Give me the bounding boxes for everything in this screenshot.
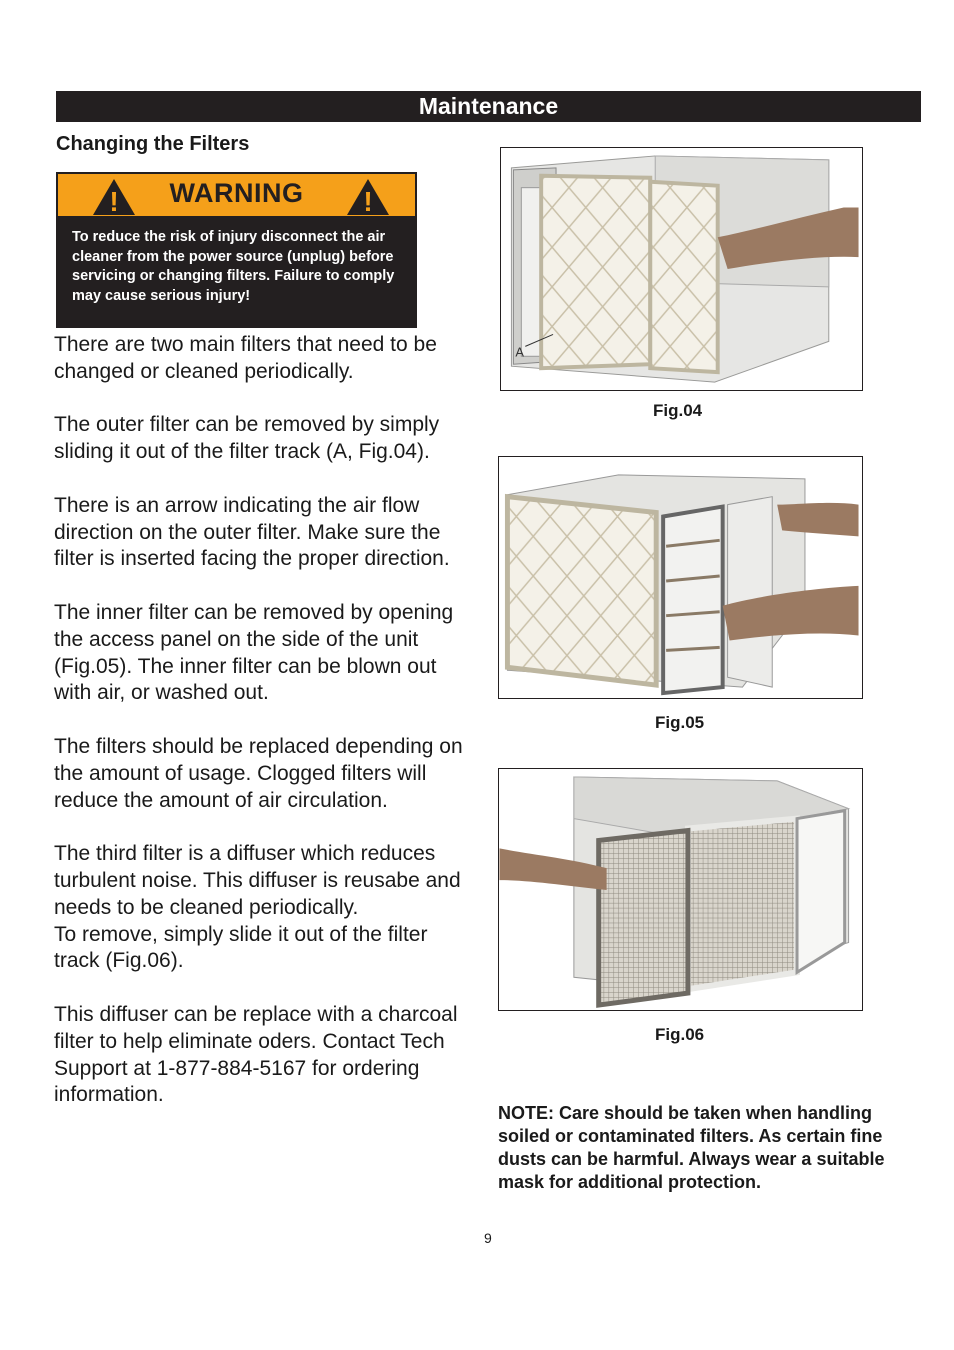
air-cleaner-diffuser-illustration bbox=[499, 769, 862, 1010]
warning-banner bbox=[58, 174, 415, 216]
figure-caption: Fig.05 bbox=[655, 713, 705, 732]
safety-note: NOTE: Care should be taken when handling soiled or contaminated filters. As certain fine dusts can be harmful. Always wear a suitable mask for additional protection. bbox=[498, 1103, 885, 1192]
svg-text:!: ! bbox=[363, 186, 373, 216]
paragraph: The outer filter can be removed by simply sliding it out of the filter track (A, Fig.04). bbox=[54, 413, 440, 464]
paragraph: The filters should be replaced depending on the amount of usage. Clogged filters will reduce the amount of air circulation. bbox=[54, 734, 463, 812]
body-text bbox=[54, 332, 474, 1136]
figure-05-photo bbox=[498, 456, 863, 699]
svg-text:A: A bbox=[515, 344, 524, 360]
figure-06-photo bbox=[498, 768, 863, 1011]
warning-box bbox=[56, 172, 417, 328]
warning-triangle-icon bbox=[346, 178, 390, 216]
warning-title: WARNING bbox=[169, 178, 304, 208]
header-title: Maintenance bbox=[418, 93, 559, 119]
air-cleaner-outer-filter-illustration bbox=[501, 148, 862, 390]
warning-text: To reduce the risk of injury disconnect the air cleaner from the power source (unplug) before servicing or changing filters. Failure to comply may cause serious injury! bbox=[72, 229, 395, 304]
figure-04-photo bbox=[500, 147, 863, 391]
figure-caption: Fig.06 bbox=[655, 1025, 705, 1044]
paragraph: The inner filter can be removed by opening the access panel on the side of the unit (Fig.05). The inner filter can be blown out with air, or washed out. bbox=[54, 600, 454, 705]
subsection-title: Changing the Filters bbox=[56, 133, 250, 155]
air-cleaner-access-panel-illustration bbox=[499, 457, 862, 698]
section-header-bar bbox=[56, 91, 921, 122]
paragraph: This diffuser can be replace with a charcoal filter to help eliminate oders. Contact Tech Support at 1-877-884-5167 for ordering information. bbox=[54, 1002, 458, 1107]
svg-text:!: ! bbox=[109, 186, 119, 216]
paragraph: There are two main filters that need to be changed or cleaned periodically. bbox=[54, 333, 437, 383]
paragraph: The third filter is a diffuser which reduces turbulent noise. This diffuser is reusabe and needs to be cleaned periodically. To remove, simply slide it out of the filter track (Fig.06). bbox=[54, 842, 461, 973]
figure-caption: Fig.04 bbox=[653, 401, 703, 420]
paragraph: There is an arrow indicating the air flow direction on the outer filter. Make sure the filter is inserted facing the proper direction. bbox=[54, 493, 450, 571]
page-number: 9 bbox=[484, 1230, 492, 1246]
